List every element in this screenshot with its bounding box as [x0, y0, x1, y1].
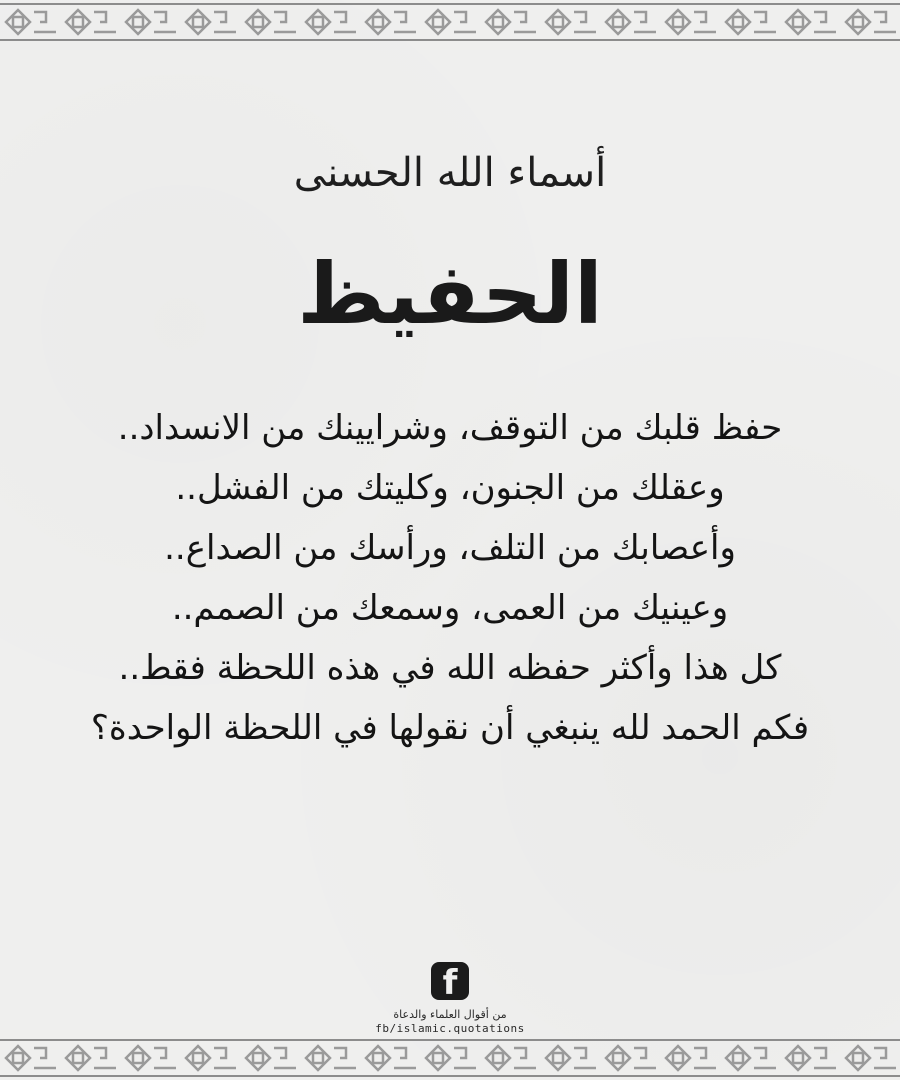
ornament-square — [133, 1053, 143, 1063]
ornament-diamond — [786, 10, 810, 34]
ornament-diamond — [606, 1046, 630, 1070]
ornament-hook — [694, 12, 716, 32]
ornament-diamond — [426, 10, 450, 34]
ornament-diamond — [186, 1046, 210, 1070]
ornament-pattern-bottom — [0, 1036, 900, 1080]
ornament-hook — [214, 1048, 236, 1068]
facebook-handle[interactable]: fb/islamic.quotations — [375, 1022, 525, 1035]
ornament-square — [673, 1053, 683, 1063]
ornament-diamond — [126, 10, 150, 34]
asma-al-husna-title: أسماء الله الحسنى — [293, 150, 607, 196]
ornament-square — [493, 1053, 503, 1063]
ornament-hook — [634, 1048, 656, 1068]
ornament-square — [373, 17, 383, 27]
ornament-square — [493, 17, 503, 27]
ornament-square — [373, 1053, 383, 1063]
ornament-square — [73, 1053, 83, 1063]
ornament-square — [313, 17, 323, 27]
ornament-hook — [874, 1048, 896, 1068]
ornament-hook — [574, 1048, 596, 1068]
ornament-diamond — [726, 10, 750, 34]
ornament-diamond — [246, 10, 270, 34]
ornament-diamond — [366, 1046, 390, 1070]
ornament-square — [433, 17, 443, 27]
ornament-diamond — [6, 10, 30, 34]
facebook-icon[interactable] — [431, 962, 469, 1003]
ornament-hook — [154, 12, 176, 32]
ornament-hook — [154, 1048, 176, 1068]
ornament-hook — [694, 1048, 716, 1068]
ornament-square — [853, 17, 863, 27]
ornament-diamond — [846, 1046, 870, 1070]
text-line: وعقلك من الجنون، وكليتك من الفشل.. — [175, 468, 725, 508]
ornament-hook — [274, 1048, 296, 1068]
ornament-square — [613, 1053, 623, 1063]
text-line: وأعصابك من التلف، ورأسك من الصداع.. — [164, 528, 736, 568]
ornament-hook — [334, 1048, 356, 1068]
bottom-ornamental-border — [0, 1036, 900, 1080]
ornament-hook — [214, 12, 236, 32]
ornament-square — [553, 1053, 563, 1063]
ornament-diamond — [546, 10, 570, 34]
footer-credit — [0, 962, 900, 1035]
ornament-hook — [874, 12, 896, 32]
ornament-hook — [274, 12, 296, 32]
ornament-square — [73, 17, 83, 27]
text-line: فكم الحمد لله ينبغي أن نقولها في اللحظة الواحدة؟ — [90, 708, 810, 748]
text-line: حفظ قلبك من التوقف، وشرايينك من الانسداد.. — [117, 408, 783, 448]
ornament-hook — [34, 1048, 56, 1068]
ornament-square — [793, 1053, 803, 1063]
ornament-square — [673, 17, 683, 27]
ornament-diamond — [6, 1046, 30, 1070]
ornament-square — [433, 1053, 443, 1063]
ornament-diamond — [546, 1046, 570, 1070]
ornament-diamond — [306, 1046, 330, 1070]
ornament-square — [313, 1053, 323, 1063]
ornament-hook — [334, 12, 356, 32]
ornament-hook — [814, 1048, 836, 1068]
facebook-glyph: f — [442, 963, 458, 1003]
ornament-diamond — [726, 1046, 750, 1070]
ornament-hook — [94, 1048, 116, 1068]
ornament-diamond — [426, 1046, 450, 1070]
ornament-square — [13, 17, 23, 27]
ornament-diamond — [606, 10, 630, 34]
ornament-diamond — [306, 10, 330, 34]
ornament-hook — [394, 1048, 416, 1068]
reflection-text — [90, 398, 810, 758]
ornament-diamond — [246, 1046, 270, 1070]
ornament-diamond — [666, 10, 690, 34]
ornament-diamond — [186, 10, 210, 34]
ornament-square — [853, 1053, 863, 1063]
ornament-diamond — [666, 1046, 690, 1070]
ornament-hook — [394, 12, 416, 32]
ornament-hook — [94, 12, 116, 32]
ornament-square — [733, 17, 743, 27]
ornament-diamond — [486, 10, 510, 34]
divine-name-heading: الحفيظ — [297, 245, 603, 343]
ornament-diamond — [366, 10, 390, 34]
ornament-hook — [454, 1048, 476, 1068]
ornament-hook — [514, 12, 536, 32]
ornament-diamond — [486, 1046, 510, 1070]
ornament-square — [193, 1053, 203, 1063]
ornament-square — [553, 17, 563, 27]
ornament-hook — [814, 12, 836, 32]
top-ornamental-border — [0, 0, 900, 44]
ornament-hook — [754, 12, 776, 32]
ornament-square — [613, 17, 623, 27]
ornament-pattern-top — [0, 0, 900, 44]
ornament-hook — [754, 1048, 776, 1068]
text-line: كل هذا وأكثر حفظه الله في هذه اللحظة فقط.. — [118, 648, 782, 688]
ornament-square — [253, 1053, 263, 1063]
ornament-diamond — [786, 1046, 810, 1070]
ornament-square — [193, 17, 203, 27]
ornament-square — [133, 17, 143, 27]
ornament-diamond — [846, 10, 870, 34]
ornament-diamond — [126, 1046, 150, 1070]
ornament-diamond — [66, 1046, 90, 1070]
ornament-hook — [634, 12, 656, 32]
ornament-hook — [514, 1048, 536, 1068]
ornament-diamond — [66, 10, 90, 34]
ornament-square — [733, 1053, 743, 1063]
ornament-hook — [574, 12, 596, 32]
source-credit: من أقوال العلماء والدعاة — [393, 1008, 507, 1021]
text-line: وعينيك من العمى، وسمعك من الصمم.. — [171, 588, 729, 628]
ornament-square — [793, 17, 803, 27]
ornament-square — [13, 1053, 23, 1063]
ornament-square — [253, 17, 263, 27]
ornament-hook — [34, 12, 56, 32]
ornament-hook — [454, 12, 476, 32]
